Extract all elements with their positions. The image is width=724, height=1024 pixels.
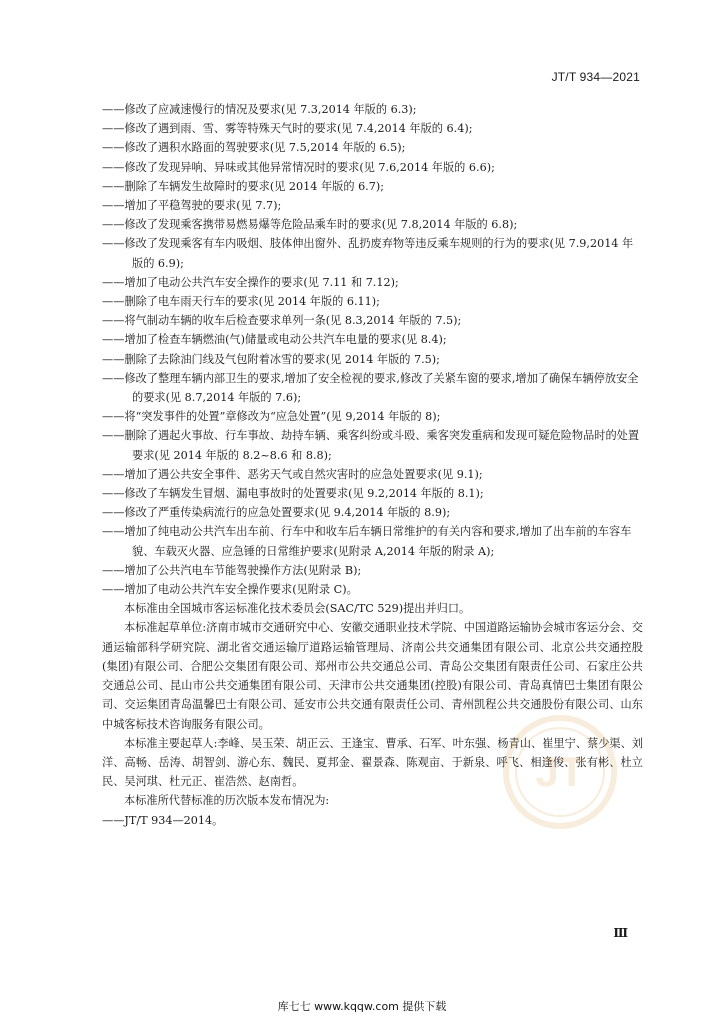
change-item: ——修改了车辆发生冒烟、漏电事故时的处置要求(见 9.2,2014 年版的 8.1); (102, 487, 484, 501)
change-item: ——修改了遇积水路面的驾驶要求(见 7.5,2014 年版的 6.5); (102, 141, 406, 155)
change-item: ——增加了公共汽电车节能驾驶操作方法(见附录 B); (102, 563, 362, 577)
change-item: ——删除了去除油门线及气包附着冰雪的要求(见 2014 年版的 7.5); (102, 352, 440, 366)
change-item: ——将气制动车辆的收车后检查要求单列一条(见 8.3,2014 年版的 7.5); (102, 314, 462, 328)
drafting-units-paragraph: 本标准起草单位:济南市城市交通研究中心、安徽交通职业技术学院、中国道路运输协会城市客运分会、交通运输部科学研究院、湖北省交通运输厅道路运输管理局、济南公共交通集团有限公司、北京公共交通控股(集团)有限公司、合肥公交集团有限公司、郑州市公共交通总公司、青岛公交集团有限责任公司、石家庄公共交通总公司、昆山市公共交通集团有限公司、天津市公共交通集团(控股)有限公司、青岛真情巴士集团有限公司、交运集团青岛温馨巴士有限公司、延安市公共交通有限责任公司、青州凯程公共交通股份有限公司、山东中城客标技术咨询服务有限公司。 (102, 621, 643, 731)
change-item: ——修改了遇到雨、雪、雾等特殊天气时的要求(见 7.4,2014 年版的 6.4); (102, 122, 473, 136)
svg-text:JT: JT (535, 748, 585, 795)
change-item: ——增加了遇公共安全事件、恶劣天气或自然灾害时的应急处置要求(见 9.1); (102, 467, 483, 481)
page-number: Ⅲ (613, 926, 628, 940)
change-item: ——修改了发现乘客有车内吸烟、肢体伸出窗外、乱扔废弃物等违反乘车规则的行为的要求(见 7.9,2014 年版的 6.9); (102, 237, 634, 270)
history-intro-paragraph: 本标准所代替标准的历次版本发布情况为: (124, 794, 330, 808)
change-item: ——增加了平稳驾驶的要求(见 7.7); (102, 199, 282, 213)
change-item: ——删除了车辆发生故障时的要求(见 2014 年版的 6.7); (102, 179, 384, 193)
download-footer: 库七七 www.kqqw.com 提供下载 (277, 1000, 447, 1013)
change-item: ——修改了严重传染病流行的应急处置要求(见 9.4,2014 年版的 8.9); (102, 506, 451, 520)
change-item: ——删除了遇起火事故、行车事故、劫持车辆、乘客纠纷或斗殴、乘客突发重病和发现可疑危险物品时的处置要求(见 2014 年版的 8.2~8.6 和 8.8); (102, 429, 640, 462)
change-item: ——修改了应减速慢行的情况及要求(见 7.3,2014 年版的 6.3); (102, 103, 417, 116)
history-item: ——JT/T 934—2014。 (102, 813, 224, 827)
change-item: ——增加了纯电动公共汽车出车前、行车中和收车后车辆日常维护的有关内容和要求,增加了出车前的车容车貌、车载灭火器、应急锤的日常维护要求(见附录 A,2014 年版的附录 A); (102, 525, 632, 558)
change-item: ——将“突发事件的处置”章修改为“应急处置”(见 9,2014 年版的 8); (102, 410, 441, 424)
proposal-paragraph: 本标准由全国城市客运标准化技术委员会(SAC/TC 529)提出并归口。 (124, 602, 471, 616)
change-item: ——增加了检查车辆燃油(气)储量或电动公共汽车电量的要求(见 8.4); (102, 333, 447, 347)
change-item: ——增加了电动公共汽车安全操作的要求(见 7.11 和 7.12); (102, 275, 399, 289)
jt-seal-watermark (500, 712, 620, 832)
change-item: ——修改了整理车辆内部卫生的要求,增加了安全检视的要求,修改了关紧车窗的要求,增加了确保车辆停放安全的要求(见 8.7,2014 年版的 7.6); (102, 371, 639, 405)
change-list (102, 100, 643, 599)
change-item: ——增加了电动公共汽车安全操作要求(见附录 C)。 (102, 583, 358, 597)
change-item: ——删除了电车雨天行车的要求(见 2014 年版的 6.11); (102, 295, 380, 309)
change-item: ——修改了发现异响、异味或其他异常情况时的要求(见 7.6,2014 年版的 6.6); (102, 160, 495, 174)
document-code: JT/T 934—2021 (551, 70, 640, 84)
drafters-paragraph: 本标准主要起草人:李峰、吴玉荣、胡正云、王逢宝、曹承、石军、叶东强、杨青山、崔里宁、蔡少渠、刘洋、高畅、岳涛、胡智剑、游心东、魏民、夏邦金、翟景森、陈观亩、于新泉、呼飞、相逢俊、张有彬、杜立民、吴河琪、杜元正、崔浩然、赵南哲。 (102, 736, 643, 789)
change-item: ——修改了发现乘客携带易燃易爆等危险品乘车时的要求(见 7.8,2014 年版的 6.8); (102, 218, 518, 232)
